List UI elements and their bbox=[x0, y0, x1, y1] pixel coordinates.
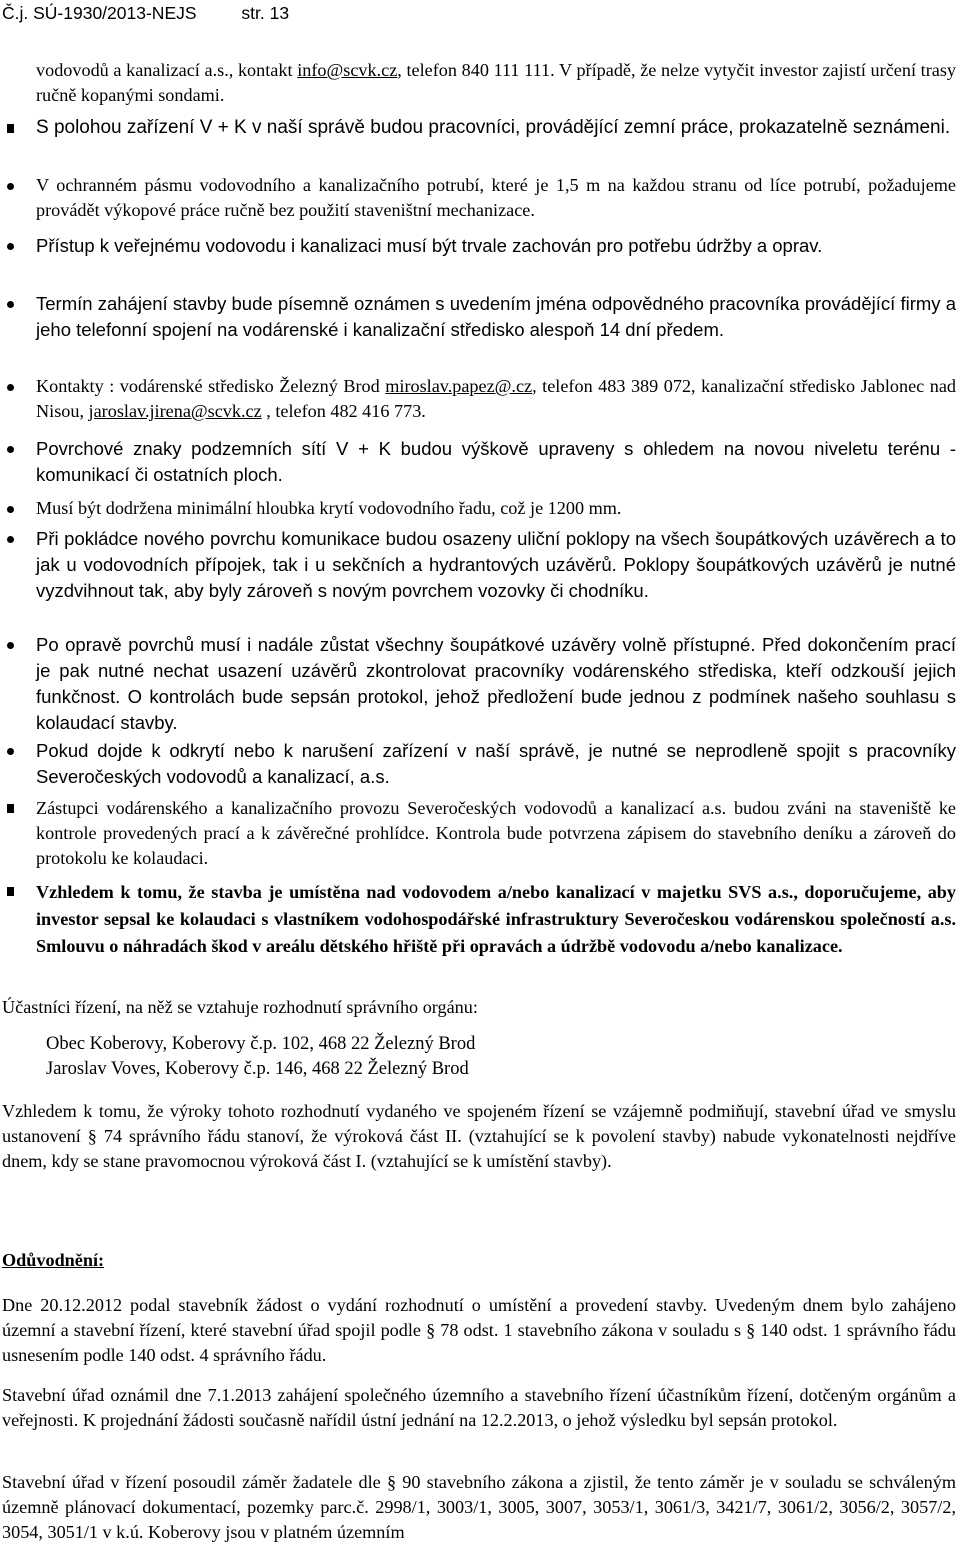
page-header bbox=[2, 2, 289, 24]
list-item-text bbox=[36, 374, 956, 424]
contacts-text-b: , telefon 483 389 072, kanalizační středisko Jablonec nad Nisou, bbox=[36, 376, 956, 421]
reasoning-paragraph-3: Stavební úřad v řízení posoudil záměr žadatele dle § 90 stavebního zákona a zjistil, že tento záměr je v souladu se schváleným územně plánovací dokumentací, pozemky parc.č. 2998/1, 3003/1, 3005, 3007, 3053/1, 3061/3, 3421/7, 3061/2, 3056/2, 3057/2, 3054, 3051/1 v k.ú. Koberovy jsou v platném územním bbox=[2, 1472, 956, 1542]
intro-text-1: vodovodů a kanalizací a.s., kontakt bbox=[36, 60, 293, 80]
document-reference: Č.j. SÚ-1930/2013-NEJS bbox=[2, 3, 197, 23]
list-item-text: V ochranném pásmu vodovodního a kanalizačního potrubí, které je 1,5 m na každou stranu od líce potrubí, požadujeme provádět výkopové práce ručně bez použití staveništní mechanizace. bbox=[36, 175, 956, 220]
list-item-text: Povrchové znaky podzemních sítí V + K budou výškově upraveny s ohledem na novou niveletu terénu - komunikací či ostatních ploch. bbox=[36, 438, 956, 485]
list-item-text: Musí být dodržena minimální hloubka krytí vodovodního řadu, což je 1200 mm. bbox=[36, 498, 622, 518]
contact-email-link-1[interactable]: miroslav.papez@.cz bbox=[385, 376, 533, 396]
intro-continuation bbox=[36, 58, 956, 108]
contact-email-link-2[interactable]: jaroslav.jirena@scvk.cz bbox=[88, 401, 262, 421]
intro-email-link[interactable]: info@scvk.cz bbox=[297, 60, 398, 80]
list-item-text: Termín zahájení stavby bude písemně oznámen s uvedením jména odpovědného pracovníka provádějící firmy a jeho telefonní spojení na vodárenské i kanalizační středisko alespoň 14 dní předem. bbox=[36, 293, 956, 340]
list-item-text: Po opravě povrchů musí i nadále zůstat všechny šoupátkové uzávěry volně přístupné. Před dokončením prací je pak nutné nechat usazení uzávěrů zkontrolovat pracovníky vodárenského střediska, kteří odzkouší jejich funkčnost. O kontrolách bude sepsán protokol, jehož předložení bude jednou z podmínek našeho souhlasu s kolaudací stavby. bbox=[36, 634, 956, 733]
reasoning-paragraph-1: Dne 20.12.2012 podal stavebník žádost o vydání rozhodnutí o umístění a provedení stavby. Uvedeným dnem bylo zahájeno územní a stavební řízení, které stavební úřad spojil podle § 78 odst. 1 stavebního zákona v souladu s § 140 odst. 1 správního řádu usnesením podle 140 odst. 4 správního řádu. bbox=[2, 1295, 956, 1365]
list-item-text: Při pokládce nového povrchu komunikace budou osazeny uliční poklopy na všech šoupátkových uzávěrech a to jak u vodovodních přípojek, tak i u sekčních a hydrantových uzávěrů. Poklopy šoupátkových uzávěrů je nutné vyzdvihnout tak, aby byly zároveň s novým povrchem vozovky či chodníku. bbox=[36, 528, 956, 601]
list-item-text: Pokud dojde k odkrytí nebo k narušení zařízení v naší správě, je nutné se neprodleně spojit s pracovníky Severočeských vodovodů a kanalizací, a.s. bbox=[36, 740, 956, 787]
intro-text-2: , telefon 840 111 111. V případě, že nelze vytyčit investor zajistí určení trasy ručně kopanými sondami. bbox=[36, 60, 957, 105]
list-item-text: S polohou zařízení V + K v naší správě budou pracovníci, provádějící zemní práce, prokazatelně seznámeni. bbox=[36, 117, 951, 138]
reasoning-paragraph-2: Stavební úřad oznámil dne 7.1.2013 zahájení společného územního a stavebního řízení účastníkům řízení, dotčeným orgánům a veřejnosti. K projednání žádosti současně nařídil ústní jednání na 12.2.2013, o jehož výsledku byl sepsán protokol. bbox=[2, 1385, 956, 1430]
enforceability-paragraph: Vzhledem k tomu, že výroky tohoto rozhodnutí vydaného ve spojeném řízení se vzájemně podmiňují, stavební úřad ve smyslu ustanovení § 74 správního řádu stanoví, že výroková část II. (vztahující se k povolení stavby) nabude vykonatelnosti nejdříve dnem, kdy se stane pravomocnou výroková část I. (vztahující se k umístění stavby). bbox=[2, 1101, 956, 1171]
participants-intro: Účastníci řízení, na něž se vztahuje rozhodnutí správního orgánu: bbox=[2, 997, 478, 1017]
list-item-text: Vzhledem k tomu, že stavba je umístěna nad vodovodem a/nebo kanalizací v majetku SVS a.s., doporučujeme, aby investor sepsal ke kolaudaci s vlastníkem vodohospodářské infrastruktury Severočeskou vodárenskou společností a.s. Smlouvu o náhradách škod v areálu dětského hřiště při opravách a údržbě vodovodu a/nebo kanalizace. bbox=[36, 882, 956, 956]
contacts-text-c: , telefon 482 416 773. bbox=[261, 401, 426, 421]
contacts-text-a: Kontakty : vodárenské středisko Železný Brod bbox=[36, 376, 386, 396]
section-heading-reasoning: Odůvodnění: bbox=[2, 1250, 105, 1270]
participant-1: Obec Koberovy, Koberovy č.p. 102, 468 22 Železný Brod bbox=[46, 1034, 476, 1054]
list-item-text: Zástupci vodárenského a kanalizačního provozu Severočeských vodovodů a kanalizací a.s. budou zváni na staveniště ke kontrole provedených prací a k závěrečné prohlídce. Kontrola bude potvrzena zápisem do stavebního deníku a zároveň do protokolu ke kolaudaci. bbox=[36, 798, 956, 868]
participant-2: Jaroslav Voves, Koberovy č.p. 146, 468 22 Železný Brod bbox=[46, 1059, 469, 1079]
page-number: str. 13 bbox=[241, 3, 290, 23]
list-item-text: Přístup k veřejnému vodovodu i kanalizaci musí být trvale zachován pro potřebu údržby a oprav. bbox=[36, 235, 823, 256]
